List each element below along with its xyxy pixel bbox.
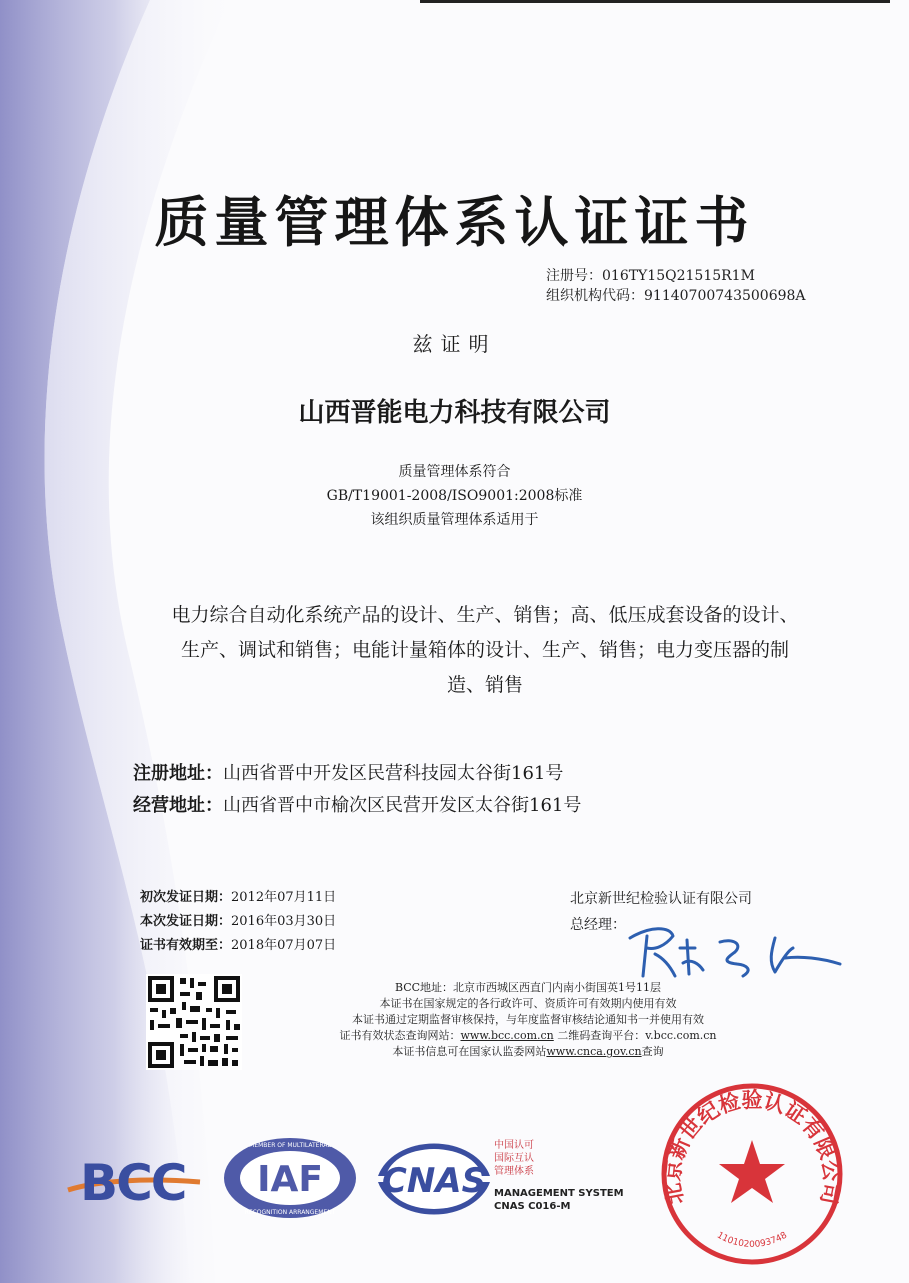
general-manager-label: 总经理： [570,917,626,933]
certificate-title: 质量管理体系认证证书 [154,190,755,254]
bcc-logo [68,1154,200,1212]
seal-text: 北京新世纪检验认证有限公司 [659,1087,845,1207]
cnca-website-link[interactable]: www.cnca.gov.cn [546,1045,642,1058]
valid-until-date: 证书有效期至：2018年07月07日 [140,938,337,953]
cnas-cn-line-2: 国际互认 [494,1153,534,1164]
registered-address: 注册地址：山西省晋中开发区民营科技园太谷街161号 [133,763,564,784]
hereby-certify: 兹证明 [412,332,497,356]
bcc-website-link[interactable]: www.bcc.com.cn [460,1029,554,1042]
organization-code: 组织机构代码：91140700743500698A [546,288,806,304]
operating-address: 经营地址：山西省晋中市榆次区民营开发区太谷街161号 [133,795,582,816]
this-issue-date: 本次发证日期：2016年03月30日 [140,914,337,929]
seal-star-icon [719,1140,785,1203]
cnas-logo-text: CNAS [381,1161,487,1201]
registration-meta [546,266,806,306]
iaf-ring-top: MEMBER OF MULTILATERAL [249,1142,331,1149]
bcc-logo-text: BCC [80,1154,186,1212]
company-name: 山西晋能电力科技有限公司 [298,398,611,428]
iaf-ring-bottom: RECOGNITION ARRANGEMENT [244,1209,336,1216]
iaf-logo [224,1138,356,1218]
company-seal [652,1074,852,1274]
conformity-statement: 质量管理体系符合 GB/T19001-2008/ISO9001:2008标准 该组织质量管理体系适用于 [326,464,583,528]
certificate-notes: BCC地址：北京市西城区西直门内南小街国英1号11层 本证书在国家规定的各行政许可、资质许可有效期内使用有效 本证书通过定期监督审核保持，与年度监督审核结论通知书一并使用有效 证书有效状态查询网站：www.bcc.com.cn 二维码查询平台：v.bcc.com.cn 本证书信息可在国家认监委网站www.cnca.gov.cn查询 [339,981,717,1058]
qr-code-icon [146,974,242,1070]
seal-number: 1101020093748 [715,1230,789,1250]
signature [625,918,845,988]
issuer-name: 北京新世纪检验认证有限公司 [570,891,752,907]
cnas-cn-line-3: 管理体系 [494,1166,534,1177]
qr-platform-link[interactable]: v.bcc.com.cn [645,1029,717,1042]
addresses [133,758,581,822]
accreditation-logos [60,1128,660,1238]
registration-number: 注册号：016TY15Q21515R1M [546,268,755,284]
certification-scope: 电力综合自动化系统产品的设计、生产、销售；高、低压成套设备的设计、 生产、调试和销售；电能计量箱体的设计、生产、销售；电力变压器的制 造、销售 [171,604,799,696]
svg-text:1101020093748 [715,1230,789,1249]
first-issue-date: 初次发证日期：2012年07月11日 [140,890,337,905]
cnas-en-line-2: CNAS C016-M [494,1201,571,1212]
issue-dates [140,886,336,958]
cnas-cn-line-1: 中国认可 [494,1140,534,1151]
cnas-logo [378,1138,624,1215]
iaf-logo-text: IAF [257,1159,323,1200]
cnas-en-line-1: MANAGEMENT SYSTEM [494,1188,624,1199]
